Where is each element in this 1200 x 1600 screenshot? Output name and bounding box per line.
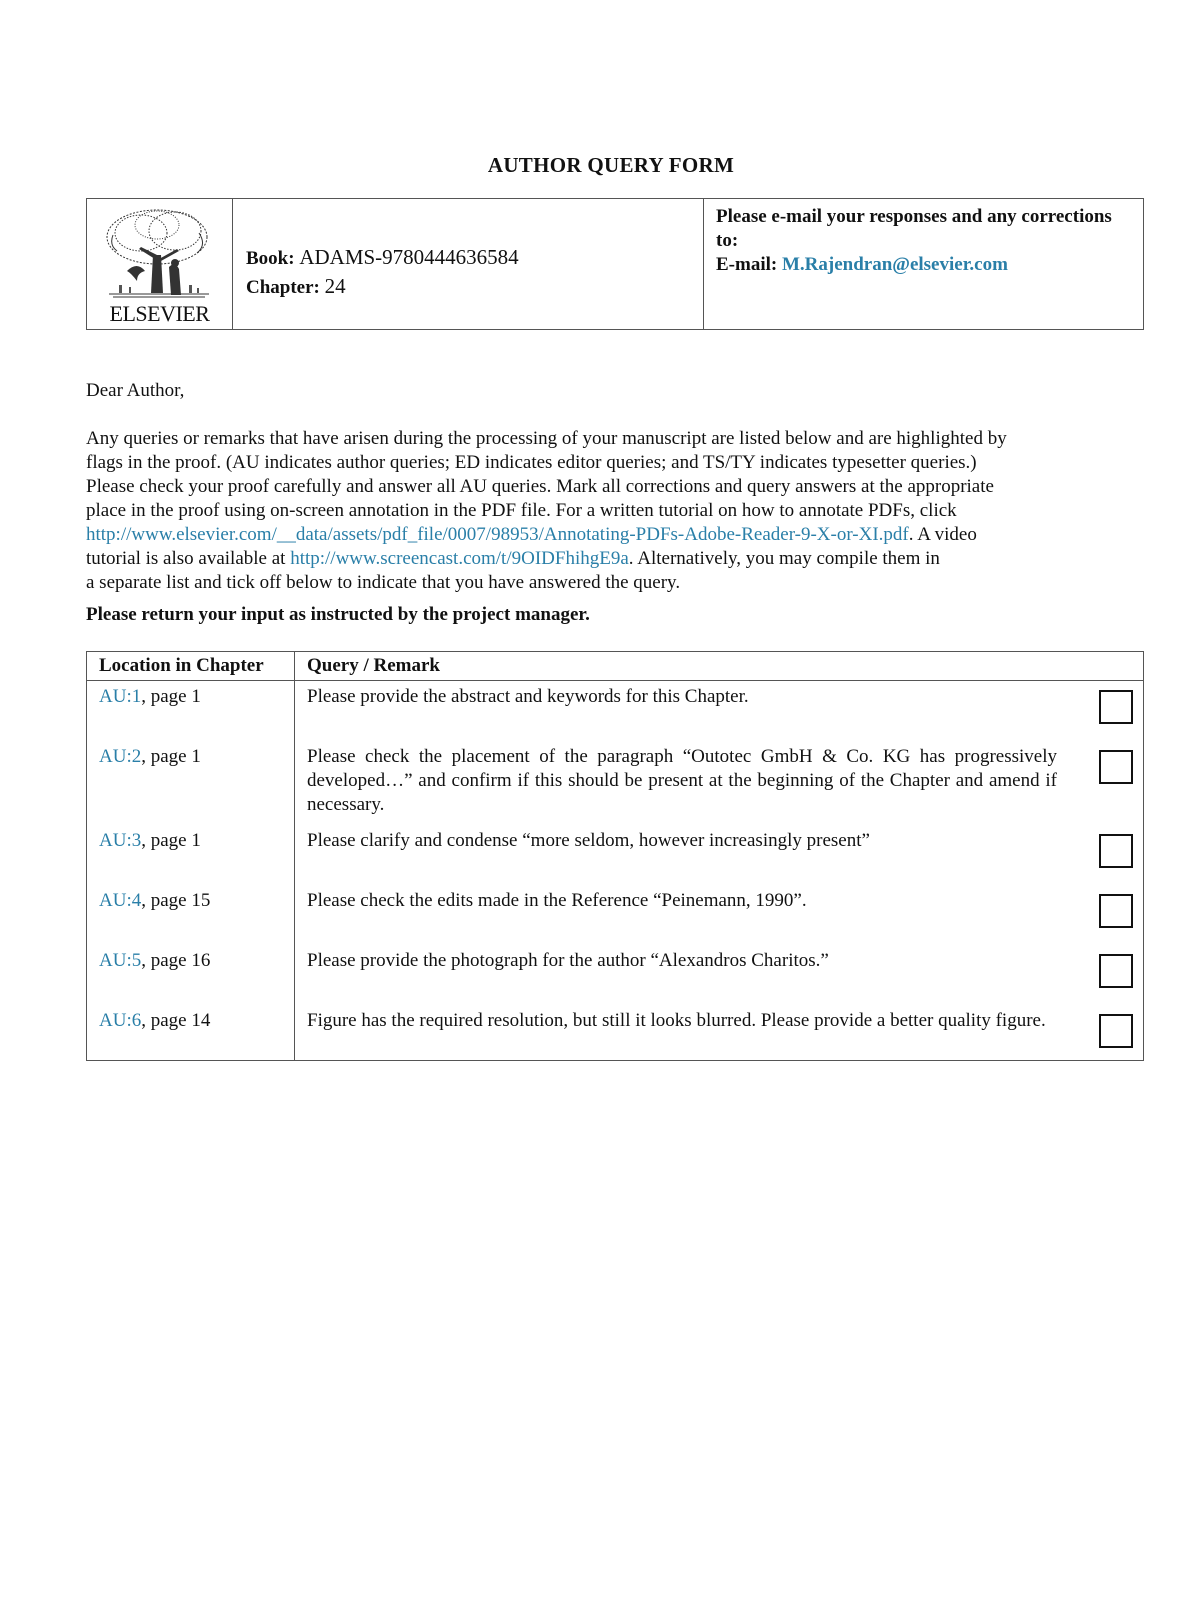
remark-text: Please check the edits made in the Reference “Peinemann, 1990”.	[307, 889, 807, 911]
query-page: , page 1	[141, 745, 201, 767]
query-link[interactable]: AU:6	[99, 1009, 142, 1031]
remark-text: Please provide the abstract and keywords for this Chapter.	[307, 686, 749, 707]
remark-cell	[295, 1005, 1144, 1061]
elsevier-logo-text: ELSEVIER	[109, 301, 210, 326]
location-cell	[87, 945, 295, 1005]
table-row	[87, 681, 1144, 741]
publisher-logo	[87, 199, 233, 329]
table-row	[87, 945, 1144, 1005]
chapter-row	[246, 274, 703, 299]
query-page: , page 15	[141, 889, 211, 911]
tree-emblem-icon	[99, 205, 219, 301]
remark-cell	[295, 681, 1144, 741]
book-info	[233, 199, 704, 329]
form-title: AUTHOR QUERY FORM	[487, 153, 735, 177]
table-row	[87, 741, 1144, 825]
query-link[interactable]: AU:3	[99, 829, 142, 851]
remark-cell	[295, 741, 1144, 825]
query-table	[86, 651, 1144, 1061]
answered-checkbox[interactable]	[1099, 834, 1133, 868]
remark-cell	[295, 885, 1144, 945]
query-page: , page 1	[141, 829, 201, 851]
contact-info	[704, 199, 1143, 329]
remark-text: Figure has the required resolution, but still it looks blurred. Please provide a better quality figure.	[307, 1009, 1046, 1031]
intro-paragraph	[86, 427, 1144, 595]
answered-checkbox[interactable]	[1099, 750, 1133, 784]
answered-checkbox[interactable]	[1099, 1014, 1133, 1048]
chapter-value: 24	[324, 274, 346, 298]
location-cell	[87, 741, 295, 825]
intro-line: Any queries or remarks that have arisen during the processing of your manuscript are listed below and are highlighted by	[86, 428, 1007, 449]
query-page: , page 14	[141, 1009, 211, 1031]
intro-line: flags in the proof. (AU indicates author queries; ED indicates editor queries; and TS/TY indicates typesetter queries.)	[86, 452, 977, 473]
author-query-form	[86, 0, 1144, 1061]
book-label: Book:	[246, 248, 295, 269]
intro-line: Please check your proof carefully and answer all AU queries. Mark all corrections and query answers at the appropriate	[86, 476, 994, 497]
email-row	[716, 253, 1131, 277]
intro-text: . A video	[908, 524, 977, 545]
query-link[interactable]: AU:5	[99, 949, 142, 971]
query-link[interactable]: AU:2	[99, 745, 142, 767]
table-row	[87, 885, 1144, 945]
book-value: ADAMS-9780444636584	[299, 245, 519, 269]
query-link[interactable]: AU:4	[99, 889, 142, 911]
intro-text: tutorial is also available at	[86, 548, 291, 569]
location-cell	[87, 1005, 295, 1061]
answered-checkbox[interactable]	[1099, 954, 1133, 988]
column-header-location: Location in Chapter	[87, 652, 295, 681]
salutation: Dear Author,	[86, 380, 185, 401]
column-header-remark: Query / Remark	[295, 652, 1144, 681]
location-cell	[87, 825, 295, 885]
intro-line	[86, 547, 1144, 571]
remark-text: Please provide the photograph for the author “Alexandros Charitos.”	[307, 949, 829, 971]
remark-text: Please check the placement of the paragraph “Outotec GmbH & Co. KG has progressively developed…” and confirm if this should be present at the beginning of the Chapter and amend if necessary.	[307, 745, 1057, 815]
video-link[interactable]: http://www.screencast.com/t/9OIDFhihgE9a	[290, 548, 629, 569]
book-row	[246, 245, 703, 270]
table-header-row	[87, 652, 1144, 681]
query-page: , page 1	[141, 686, 201, 707]
return-note: Please return your input as instructed by the project manager.	[86, 604, 590, 625]
answered-checkbox[interactable]	[1099, 894, 1133, 928]
header-box	[86, 198, 1144, 330]
email-instruction: Please e-mail your responses and any corrections to:	[716, 206, 1112, 251]
remark-text: Please clarify and condense “more seldom, however increasingly present”	[307, 829, 870, 851]
email-label: E-mail:	[716, 254, 778, 275]
query-page: , page 16	[141, 949, 211, 971]
intro-line: place in the proof using on-screen annotation in the PDF file. For a written tutorial on how to annotate PDFs, click	[86, 500, 957, 521]
email-link[interactable]: M.Rajendran@elsevier.com	[781, 254, 1008, 275]
location-cell	[87, 681, 295, 741]
remark-cell	[295, 825, 1144, 885]
chapter-label: Chapter:	[246, 277, 320, 298]
table-row	[87, 1005, 1144, 1061]
query-link[interactable]: AU:1	[99, 686, 142, 707]
intro-line: a separate list and tick off below to indicate that you have answered the query.	[86, 572, 681, 593]
intro-text: . Alternatively, you may compile them in	[628, 548, 940, 569]
location-cell	[87, 885, 295, 945]
table-row	[87, 825, 1144, 885]
intro-line	[86, 523, 1144, 547]
answered-checkbox[interactable]	[1099, 690, 1133, 724]
tutorial-link[interactable]: http://www.elsevier.com/__data/assets/pdf_file/0007/98953/Annotating-PDFs-Adobe-Reader-9-X-or-XI.pdf	[86, 524, 909, 545]
remark-cell	[295, 945, 1144, 1005]
